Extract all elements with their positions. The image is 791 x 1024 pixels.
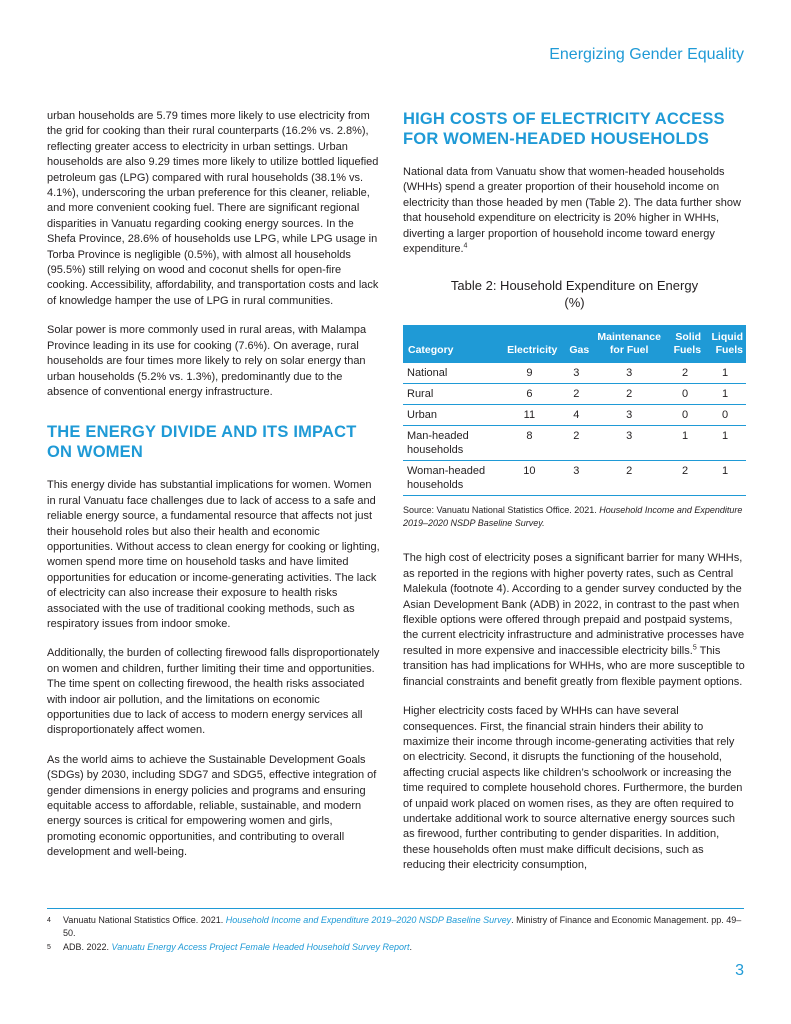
paragraph-text: The high cost of electricity poses a significant barrier for many WHHs, as reported in the regions with higher poverty rates, such as Central Malekula (footnote 4). According to a gender survey conducted by the Asian Development Bank (ADB) in 2022, in contrast to the past when flexible options were offered through prepaid and postpaid systems, the current electricity infrastructure and administrative processes have resulted in more expensive and inaccessible electricity bills.	[403, 552, 745, 657]
footnote-suffix: . Ministry of Finance and Economic Management. pp. 49–50.	[63, 915, 742, 938]
footnote-mark: 5	[47, 944, 51, 951]
section-heading-high-costs: HIGH COSTS OF ELECTRICITY ACCESS FOR WOMEN-HEADED HOUSEHOLDS	[403, 110, 725, 148]
page-number: 3	[735, 962, 744, 979]
table-cell: National	[403, 363, 498, 384]
table-cell: 1	[704, 461, 746, 496]
table-cell: 3	[592, 405, 666, 426]
expenditure-table	[403, 325, 746, 496]
footnote-suffix: .	[409, 942, 413, 952]
left-column	[47, 109, 383, 875]
footnote-divider	[47, 908, 744, 909]
right-column	[403, 109, 746, 888]
footnote-prefix: Vanuatu National Statistics Office. 2021.	[63, 915, 226, 925]
table-cell: 1	[666, 426, 704, 461]
table-cell: 3	[560, 461, 592, 496]
footnote-reference: 4	[463, 242, 468, 250]
table-cell: 1	[704, 363, 746, 384]
table-cell: 9	[498, 363, 560, 384]
table-cell: 6	[498, 384, 560, 405]
table-cell: 0	[666, 405, 704, 426]
running-header-title: Energizing Gender Equality	[549, 46, 744, 63]
table-cell: 2	[592, 461, 666, 496]
footnote-text	[63, 941, 412, 955]
table-row	[403, 384, 746, 405]
body-paragraph: Higher electricity costs faced by WHHs can have several consequences. First, the financial strain hinders their ability to maximize their income through income-generating activities that rely on electricity. Second, it disrupts the functioning of the household, affecting crucial aspects like children’s schoolwork or increasing the time required to complete household chores. Furthermore, the burden of unpaid work placed on women rises, as they are often required to undertake additional work to source alternative energy sources such as firewood, further contributing to gender disparities. In addition, these households often must make difficult decisions, such as reducing their electricity consumption,	[403, 705, 743, 872]
body-paragraph: Solar power is more commonly used in rural areas, with Malampa Province leading in its use for cooking (7.6%). On average, rural households are four times more likely to rely on solar energy than urban households (5.2% vs. 1.3%), predominantly due to the absence of conventional energy infrastructure.	[47, 324, 367, 398]
footnote-link[interactable]: Household Income and Expenditure 2019–2020 NSDP Baseline Survey	[225, 915, 512, 925]
footnote-mark: 4	[47, 917, 51, 924]
table-row	[403, 405, 746, 426]
table-cell: Woman-headed households	[403, 461, 498, 496]
footnotes	[47, 914, 744, 957]
footnote	[47, 914, 744, 939]
table-cell: 2	[560, 426, 592, 461]
column-header: Liquid Fuels	[704, 325, 746, 363]
footnote	[47, 941, 744, 955]
footnote-reference: 5	[692, 644, 697, 652]
table-header-row	[403, 325, 746, 363]
table-cell: Rural	[403, 384, 498, 405]
table-row	[403, 363, 746, 384]
table-cell: 3	[560, 363, 592, 384]
table-cell: 3	[592, 426, 666, 461]
table-source-note	[403, 504, 746, 529]
table-row	[403, 461, 746, 496]
footnote-text	[63, 914, 744, 939]
body-paragraph	[403, 551, 746, 690]
table-cell: 2	[560, 384, 592, 405]
table-cell: Urban	[403, 405, 498, 426]
source-title: Household Income and Expenditure 2019–2020 NSDP Baseline Survey.	[403, 505, 743, 528]
column-header: Maintenance for Fuel	[592, 325, 666, 363]
source-prefix: Source: Vanuatu National Statistics Office. 2021.	[403, 505, 600, 516]
table-row	[403, 426, 746, 461]
body-paragraph	[403, 165, 746, 257]
paragraph-text: National data from Vanuatu show that women-headed households (WHHs) spend a greater proportion of their household income on electricity than those headed by men (Table 2). The data further show that household expenditure on electricity is 20% higher in WHHs, diverting a larger proportion of household income toward energy expenditure.	[403, 166, 741, 256]
table-title	[403, 277, 746, 311]
body-paragraph: Additionally, the burden of collecting firewood falls disproportionately on women and children, further limiting their time and opportunities. The time spent on collecting firewood, the health risks associated with indoor air pollution, and the limitations on economic opportunities due to lack of access to modern energy services all disproportionately affect women.	[47, 647, 380, 737]
paragraph-text: This transition has had implications for WHHs, who are more susceptible to financial constraints and benefit greatly from flexible payment options.	[403, 644, 745, 688]
body-paragraph: urban households are 5.79 times more likely to use electricity from the grid for cooking than their rural counterparts (16.2% vs. 2.8%), reflecting greater access to electricity in urban settings. Urban households are also 9.29 times more likely to utilize bottled liquefied petroleum gas (LPG) compared with rural households (38.1% vs. 4.1%), underscoring the urban preference for this cleaner, reliable, and more convenient cooking fuel. There are significant regional disparities in Vanuatu regarding cooking energy sources. In the Shefa Province, 28.6% of households use LPG, while LPG usage in Torba Province is negligible (0.5%), with almost all households (95.5%) still relying on wood and coconut shells for open-fire cooking. Accessibility, affordability, and transportation costs and lack of knowledge hamper the use of LPG in rural communities.	[47, 110, 379, 307]
column-header: Solid Fuels	[666, 325, 704, 363]
table-cell: 0	[704, 405, 746, 426]
column-header: Category	[403, 325, 498, 363]
table-cell: Man-headed households	[403, 426, 498, 461]
table-cell: 2	[666, 363, 704, 384]
table-cell: 2	[666, 461, 704, 496]
table-cell: 1	[704, 426, 746, 461]
table-cell: 0	[666, 384, 704, 405]
footnote-prefix: ADB. 2022.	[63, 942, 112, 952]
column-header: Gas	[560, 325, 592, 363]
table-cell: 1	[704, 384, 746, 405]
table-cell: 2	[592, 384, 666, 405]
body-paragraph: As the world aims to achieve the Sustainable Development Goals (SDGs) by 2030, including SDG7 and SDG5, effective integration of gender dimensions in energy policies and programs and ensuring equitable access to affordable, reliable, sustainable, and modern energy sources is critical for empowering women and girls, promoting economic opportunities, and contributing to overall development and well-being.	[47, 753, 377, 859]
section-heading-energy-divide: THE ENERGY DIVIDE AND ITS IMPACT ON WOMEN	[47, 423, 357, 462]
footnote-link[interactable]: Vanuatu Energy Access Project Female Headed Household Survey Report	[111, 942, 410, 952]
table-cell: 10	[498, 461, 560, 496]
table-cell: 11	[498, 405, 560, 426]
table-title-unit: (%)	[564, 295, 585, 311]
body-paragraph: This energy divide has substantial implications for women. Women in rural Vanuatu face challenges due to lack of access to a safe and reliable energy source, a fundamental resource that affects not just their household roles but also their health and economic opportunities. Without access to clean energy for cooking or lighting, women spend more time on household tasks and have limited opportunities for education or income-generating activities. The lack of electricity can also increase their exposure to health risks associated with the use of traditional cooking methods, such as respiratory issues from indoor smoke.	[47, 479, 380, 630]
table-cell: 3	[592, 363, 666, 384]
table-cell: 4	[560, 405, 592, 426]
column-header: Electricity	[498, 325, 560, 363]
table-cell: 8	[498, 426, 560, 461]
table-title-line: Table 2: Household Expenditure on Energy	[450, 278, 699, 294]
